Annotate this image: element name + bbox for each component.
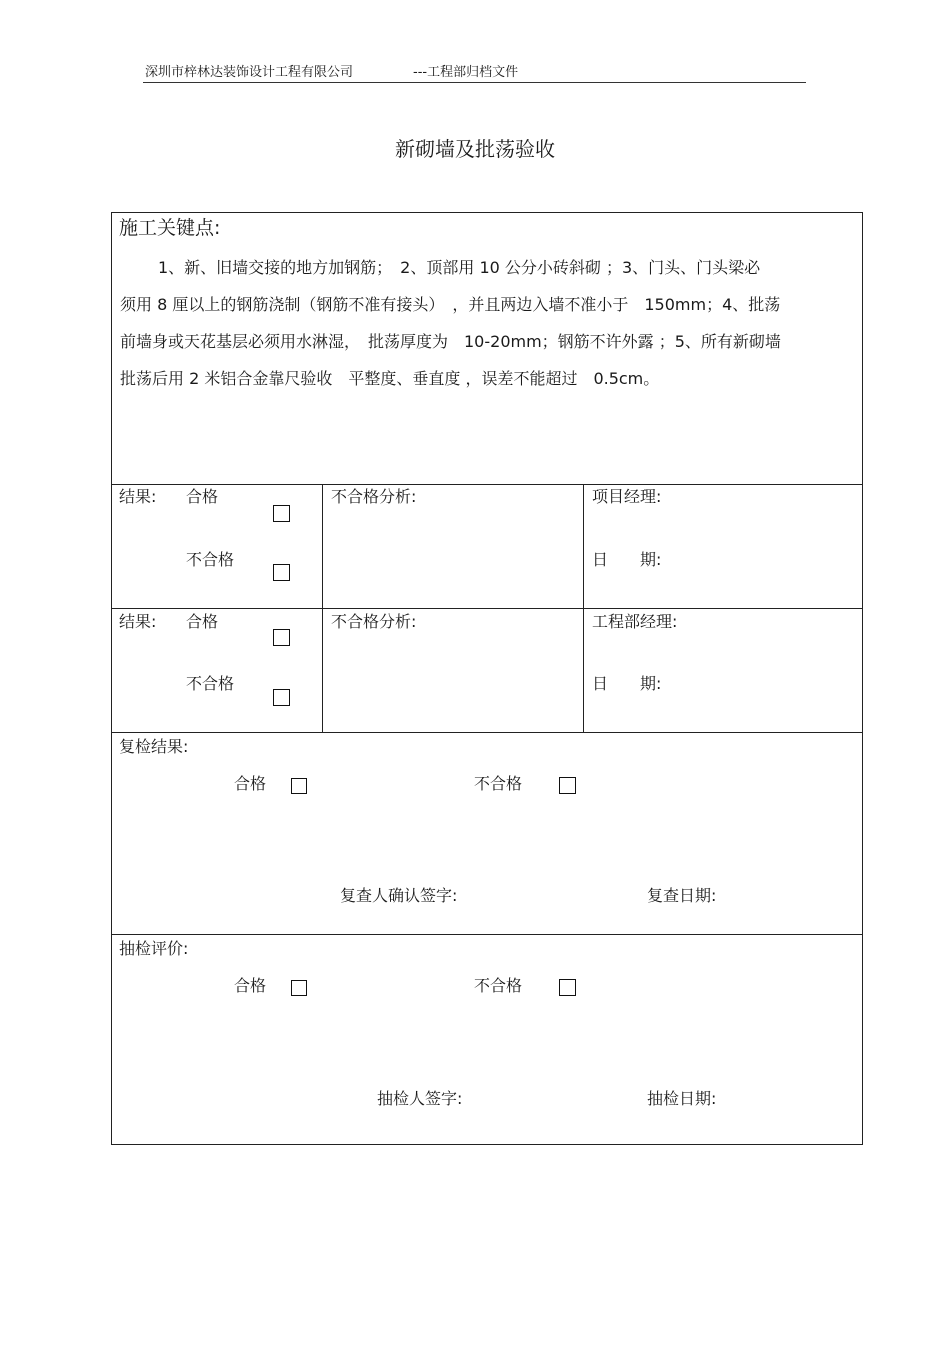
pass-checkbox[interactable] — [291, 778, 307, 794]
divider — [112, 608, 862, 609]
page-title: 新砌墙及批荡验收 — [395, 137, 555, 161]
divider — [583, 484, 584, 732]
fail-checkbox[interactable] — [273, 689, 290, 706]
divider — [112, 732, 862, 733]
pass-label: 合格 — [186, 487, 219, 506]
recheck-date-label: 复查日期: — [647, 886, 717, 905]
project-manager-label: 项目经理: — [592, 487, 662, 506]
company-name: 深圳市梓林达装饰设计工程有限公司 — [145, 65, 354, 80]
pass-checkbox[interactable] — [273, 629, 290, 646]
inspection-form — [111, 212, 863, 1145]
result-label: 结果: — [119, 487, 157, 506]
key-points-text — [120, 249, 856, 397]
fail-analysis-label: 不合格分析: — [331, 612, 417, 631]
divider — [322, 484, 323, 732]
pass-checkbox[interactable] — [291, 980, 307, 996]
pass-label: 合格 — [234, 976, 267, 995]
date-label: 日 期: — [592, 674, 662, 693]
fail-checkbox[interactable] — [273, 564, 290, 581]
spot-check-heading: 抽检评价: — [119, 939, 189, 958]
key-points-line: 前墙身或天花基层必须用水淋湿， 批荡厚度为 10-20mm；钢筋不许外露 ；5、所有新砌墙 — [120, 332, 781, 351]
key-points-line: 须用 8 厘以上的钢筋浇制（钢筋不准有接头） ，并且两边入墙不准小于 150mm；4、批荡 — [120, 295, 781, 314]
fail-analysis-label: 不合格分析: — [331, 487, 417, 506]
fail-label: 不合格 — [186, 550, 235, 569]
divider — [112, 934, 862, 935]
divider — [112, 484, 862, 485]
pass-label: 合格 — [186, 612, 219, 631]
rechecker-signature-label: 复查人确认签字: — [340, 886, 458, 905]
pass-label: 合格 — [234, 774, 267, 793]
fail-label: 不合格 — [186, 674, 235, 693]
result-label: 结果: — [119, 612, 157, 631]
recheck-heading: 复检结果: — [119, 737, 189, 756]
key-points-line: 1、新、旧墙交接的地方加钢筋； 2、顶部用 10 公分小砖斜砌 ；3、门头、门头梁必 — [158, 258, 761, 277]
spot-checker-signature-label: 抽检人签字: — [377, 1089, 463, 1108]
page-header — [143, 60, 806, 83]
fail-checkbox[interactable] — [559, 979, 576, 996]
key-points-line: 批荡后用 2 米铝合金靠尺验收 平整度、垂直度 ，误差不能超过 0.5cm。 — [120, 369, 660, 388]
spot-check-date-label: 抽检日期: — [647, 1089, 717, 1108]
date-label: 日 期: — [592, 550, 662, 569]
document-category: ---工程部归档文件 — [413, 65, 519, 80]
fail-label: 不合格 — [474, 774, 523, 793]
key-points-heading: 施工关键点: — [119, 217, 221, 239]
fail-label: 不合格 — [474, 976, 523, 995]
engineering-manager-label: 工程部经理: — [592, 612, 678, 631]
fail-checkbox[interactable] — [559, 777, 576, 794]
pass-checkbox[interactable] — [273, 505, 290, 522]
